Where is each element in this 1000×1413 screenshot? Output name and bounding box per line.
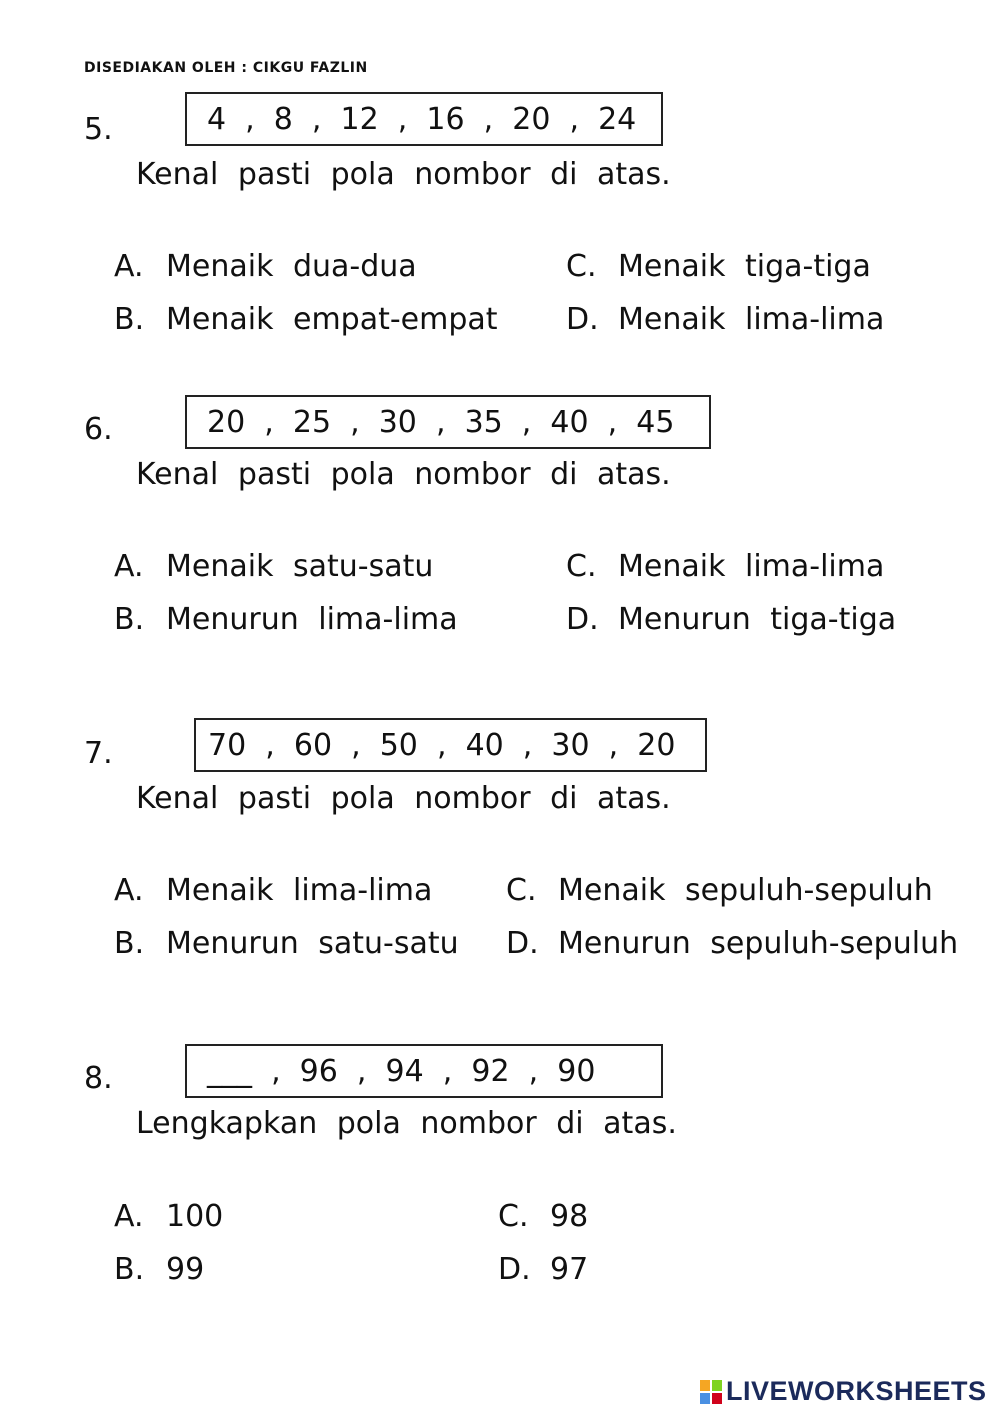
option-letter: A. xyxy=(114,249,144,284)
question-5-number: 5. xyxy=(84,112,113,147)
question-5-option-a[interactable] xyxy=(114,249,417,284)
question-7-option-b[interactable] xyxy=(114,926,459,961)
question-7-instruction: Kenal pasti pola nombor di atas. xyxy=(136,781,671,816)
option-text: Menaik lima-lima xyxy=(618,302,885,337)
option-text: 98 xyxy=(550,1199,589,1234)
question-8-option-c[interactable] xyxy=(498,1199,588,1234)
question-6-instruction: Kenal pasti pola nombor di atas. xyxy=(136,457,671,492)
option-letter: C. xyxy=(566,249,597,284)
option-text: Menaik satu-satu xyxy=(166,549,434,584)
option-text: Menaik tiga-tiga xyxy=(618,249,871,284)
option-letter: A. xyxy=(114,549,144,584)
question-8-instruction: Lengkapkan pola nombor di atas. xyxy=(136,1106,677,1141)
question-6-sequence-box: 20 , 25 , 30 , 35 , 40 , 45 xyxy=(185,395,711,449)
option-letter: B. xyxy=(114,302,145,337)
question-8-sequence-box: ___ , 96 , 94 , 92 , 90 xyxy=(185,1044,663,1098)
option-text: Menaik dua-dua xyxy=(166,249,417,284)
question-5-option-c[interactable] xyxy=(566,249,871,284)
option-text: 99 xyxy=(166,1252,205,1287)
option-text: Menaik sepuluh-sepuluh xyxy=(558,873,933,908)
header-author: DISEDIAKAN OLEH : CIKGU FAZLIN xyxy=(84,60,368,76)
option-letter: A. xyxy=(114,873,144,908)
option-letter: C. xyxy=(506,873,537,908)
question-7-option-c[interactable] xyxy=(506,873,933,908)
option-text: 97 xyxy=(550,1252,589,1287)
question-5-sequence-box: 4 , 8 , 12 , 16 , 20 , 24 xyxy=(185,92,663,146)
question-5-option-d[interactable] xyxy=(566,302,884,337)
option-letter: D. xyxy=(566,302,599,337)
question-6-option-d[interactable] xyxy=(566,602,896,637)
option-text: Menurun satu-satu xyxy=(166,926,459,961)
question-6-option-b[interactable] xyxy=(114,602,458,637)
option-text: Menurun sepuluh-sepuluh xyxy=(558,926,959,961)
question-8-option-a[interactable] xyxy=(114,1199,223,1234)
option-text: Menaik lima-lima xyxy=(166,873,433,908)
question-6-number: 6. xyxy=(84,412,113,447)
question-7-option-d[interactable] xyxy=(506,926,958,961)
option-text: 100 xyxy=(166,1199,224,1234)
option-letter: B. xyxy=(114,602,145,637)
option-text: Menurun lima-lima xyxy=(166,602,458,637)
question-7-option-a[interactable] xyxy=(114,873,432,908)
logo-text: LIVEWORKSHEETS xyxy=(726,1376,987,1406)
option-letter: D. xyxy=(506,926,539,961)
question-5-instruction: Kenal pasti pola nombor di atas. xyxy=(136,157,671,192)
option-letter: D. xyxy=(498,1252,531,1287)
option-text: Menaik empat-empat xyxy=(166,302,498,337)
question-7-number: 7. xyxy=(84,736,113,771)
option-text: Menurun tiga-tiga xyxy=(618,602,897,637)
option-letter: B. xyxy=(114,926,145,961)
question-8-option-d[interactable] xyxy=(498,1252,588,1287)
question-7-sequence-box: 70 , 60 , 50 , 40 , 30 , 20 xyxy=(194,718,707,772)
option-letter: A. xyxy=(114,1199,144,1234)
option-text: Menaik lima-lima xyxy=(618,549,885,584)
liveworksheets-logo[interactable] xyxy=(700,1376,987,1407)
question-8-number: 8. xyxy=(84,1061,113,1096)
question-8-option-b[interactable] xyxy=(114,1252,204,1287)
option-letter: C. xyxy=(498,1199,529,1234)
option-letter: D. xyxy=(566,602,599,637)
question-6-option-c[interactable] xyxy=(566,549,884,584)
question-5-option-b[interactable] xyxy=(114,302,498,337)
liveworksheets-logo-icon xyxy=(700,1380,722,1404)
option-letter: C. xyxy=(566,549,597,584)
option-letter: B. xyxy=(114,1252,145,1287)
question-6-option-a[interactable] xyxy=(114,549,433,584)
